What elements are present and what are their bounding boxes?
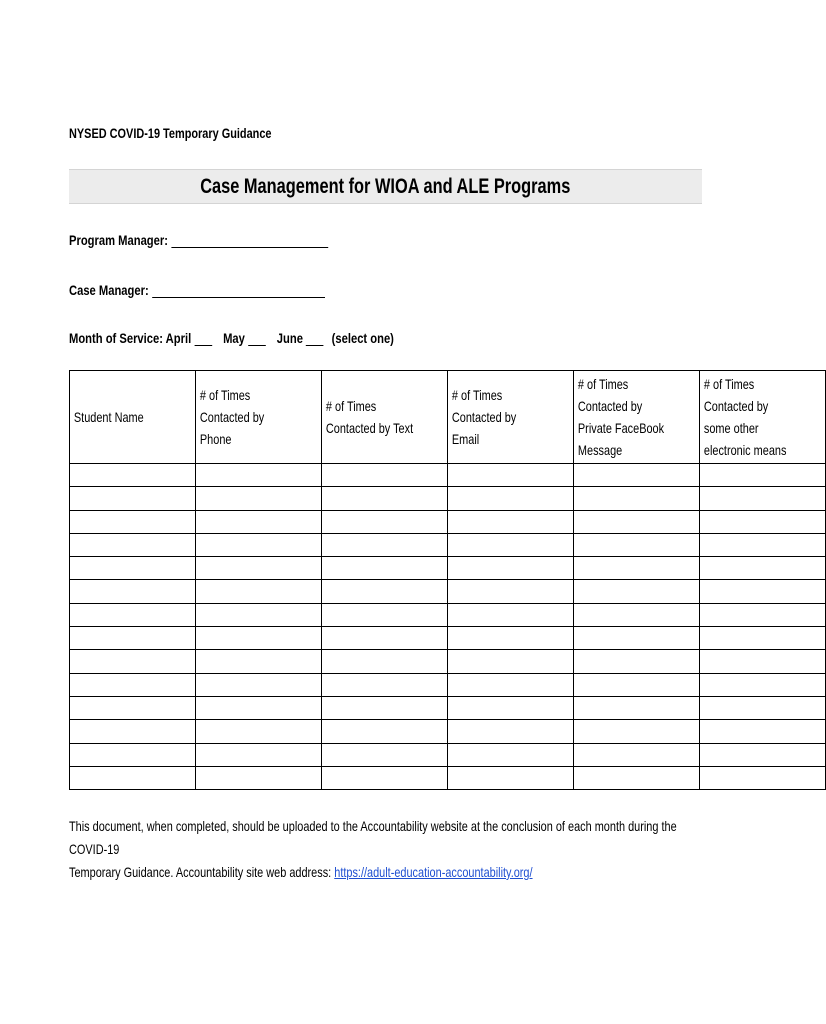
table-row <box>70 487 826 510</box>
page-title <box>69 175 702 199</box>
case-manager-field <box>69 282 325 298</box>
table-cell[interactable] <box>700 673 826 696</box>
table-cell[interactable] <box>322 557 448 580</box>
table-cell[interactable] <box>70 766 196 789</box>
table-cell[interactable] <box>70 557 196 580</box>
case-manager-label: Case Manager: <box>69 282 149 298</box>
page-title-text: Case Management for WIOA and ALE Programs <box>200 175 571 198</box>
month-option-may: May <box>223 330 245 346</box>
table-cell[interactable] <box>196 510 322 533</box>
table-cell[interactable] <box>196 627 322 650</box>
header-label: Student Name <box>73 409 144 425</box>
table-cell[interactable] <box>574 766 700 789</box>
table-cell[interactable] <box>196 650 322 673</box>
table-cell[interactable] <box>322 627 448 650</box>
month-option-june: June <box>276 330 303 346</box>
table-cell[interactable] <box>448 580 574 603</box>
month-option-april: April <box>165 330 192 346</box>
table-cell[interactable] <box>322 743 448 766</box>
table-row <box>70 557 826 580</box>
table-cell[interactable] <box>700 743 826 766</box>
table-cell[interactable] <box>70 464 196 487</box>
table-row <box>70 673 826 696</box>
table-row <box>70 603 826 626</box>
table-row <box>70 533 826 556</box>
header-label: # of Times Contacted by Text <box>325 398 414 436</box>
table-cell[interactable] <box>574 696 700 719</box>
table-cell[interactable] <box>448 464 574 487</box>
table-cell[interactable] <box>574 603 700 626</box>
table-cell[interactable] <box>448 557 574 580</box>
table-cell[interactable] <box>700 533 826 556</box>
table-row <box>70 510 826 533</box>
table-cell[interactable] <box>322 510 448 533</box>
table-cell[interactable] <box>700 580 826 603</box>
table-cell[interactable] <box>574 743 700 766</box>
table-cell[interactable] <box>70 627 196 650</box>
header-phone-contacts <box>196 371 322 464</box>
table-cell[interactable] <box>448 510 574 533</box>
footer-note <box>69 815 693 884</box>
header-other-electronic-contacts <box>700 371 826 464</box>
table-cell[interactable] <box>574 510 700 533</box>
table-cell[interactable] <box>574 650 700 673</box>
month-of-service-field <box>69 330 394 346</box>
table-cell[interactable] <box>700 696 826 719</box>
table-cell[interactable] <box>448 743 574 766</box>
footer-text-line2: Temporary Guidance. Accountability site web address: <box>69 864 335 880</box>
table-cell[interactable] <box>70 650 196 673</box>
table-cell[interactable] <box>448 766 574 789</box>
table-cell[interactable] <box>700 603 826 626</box>
table-cell[interactable] <box>322 650 448 673</box>
table-cell[interactable] <box>70 510 196 533</box>
table-cell[interactable] <box>574 533 700 556</box>
table-row <box>70 766 826 789</box>
table-cell[interactable] <box>448 627 574 650</box>
table-cell[interactable] <box>196 557 322 580</box>
table-cell[interactable] <box>448 720 574 743</box>
table-cell[interactable] <box>196 487 322 510</box>
table-cell[interactable] <box>196 533 322 556</box>
table-cell[interactable] <box>574 627 700 650</box>
table-body <box>70 464 826 790</box>
month-blank-may[interactable] <box>248 331 266 346</box>
table-row <box>70 696 826 719</box>
table-cell[interactable] <box>70 673 196 696</box>
table-cell[interactable] <box>574 580 700 603</box>
table-cell[interactable] <box>700 510 826 533</box>
table-cell[interactable] <box>322 766 448 789</box>
month-of-service-label: Month of Service: <box>69 330 163 346</box>
table-cell[interactable] <box>448 487 574 510</box>
table-cell[interactable] <box>322 464 448 487</box>
table-cell[interactable] <box>70 580 196 603</box>
table-row <box>70 464 826 487</box>
guidance-header: NYSED COVID-19 Temporary Guidance <box>69 125 272 141</box>
table-cell[interactable] <box>448 673 574 696</box>
table-cell[interactable] <box>196 580 322 603</box>
table-cell[interactable] <box>196 696 322 719</box>
table-cell[interactable] <box>700 627 826 650</box>
table-cell[interactable] <box>70 533 196 556</box>
table-row <box>70 580 826 603</box>
table-cell[interactable] <box>574 673 700 696</box>
table-row <box>70 650 826 673</box>
header-text-contacts <box>322 371 448 464</box>
header-email-contacts <box>448 371 574 464</box>
table-cell[interactable] <box>70 743 196 766</box>
table-cell[interactable] <box>574 487 700 510</box>
table-cell[interactable] <box>574 464 700 487</box>
accountability-site-link[interactable]: https://adult-education-accountability.org/ <box>334 864 533 880</box>
program-manager-label: Program Manager: <box>69 232 168 248</box>
table-row <box>70 627 826 650</box>
table-cell[interactable] <box>700 766 826 789</box>
table-cell[interactable] <box>322 580 448 603</box>
table-cell[interactable] <box>70 696 196 719</box>
table-cell[interactable] <box>196 766 322 789</box>
table-cell[interactable] <box>196 673 322 696</box>
footer-text-line1: This document, when completed, should be uploaded to the Accountability website at the conclusion of each month during the COVID-19 <box>69 818 677 857</box>
table-cell[interactable] <box>322 603 448 626</box>
table-cell[interactable] <box>70 720 196 743</box>
header-label: # of Times Contacted by Phone <box>199 387 265 447</box>
table-cell[interactable] <box>322 533 448 556</box>
table-cell[interactable] <box>322 487 448 510</box>
table-cell[interactable] <box>70 603 196 626</box>
table-cell[interactable] <box>700 557 826 580</box>
table-cell[interactable] <box>700 464 826 487</box>
header-label: # of Times Contacted by some other electronic means <box>703 376 787 458</box>
table-row <box>70 720 826 743</box>
table-cell[interactable] <box>700 487 826 510</box>
table-cell[interactable] <box>448 603 574 626</box>
table-cell[interactable] <box>448 650 574 673</box>
table-cell[interactable] <box>70 487 196 510</box>
table-header-row <box>70 371 826 464</box>
table-row <box>70 743 826 766</box>
table-cell[interactable] <box>574 720 700 743</box>
header-facebook-contacts <box>574 371 700 464</box>
table-cell[interactable] <box>322 720 448 743</box>
table-cell[interactable] <box>700 720 826 743</box>
program-manager-blank[interactable] <box>171 233 328 248</box>
case-manager-blank[interactable] <box>152 283 325 298</box>
table-cell[interactable] <box>448 533 574 556</box>
month-blank-june[interactable] <box>306 331 324 346</box>
table-cell[interactable] <box>196 743 322 766</box>
month-note: (select one) <box>331 330 394 346</box>
table-cell[interactable] <box>322 673 448 696</box>
table-cell[interactable] <box>322 696 448 719</box>
header-label: # of Times Contacted by Private FaceBook Message <box>577 376 665 458</box>
table-cell[interactable] <box>700 650 826 673</box>
program-manager-field <box>69 232 328 248</box>
table-cell[interactable] <box>448 696 574 719</box>
month-blank-april[interactable] <box>194 331 212 346</box>
header-student-name <box>70 371 196 464</box>
table-cell[interactable] <box>196 720 322 743</box>
table-cell[interactable] <box>574 557 700 580</box>
table-cell[interactable] <box>196 464 322 487</box>
table-cell[interactable] <box>196 603 322 626</box>
header-label: # of Times Contacted by Email <box>451 387 517 447</box>
title-band <box>69 169 702 204</box>
case-management-table <box>69 370 826 790</box>
